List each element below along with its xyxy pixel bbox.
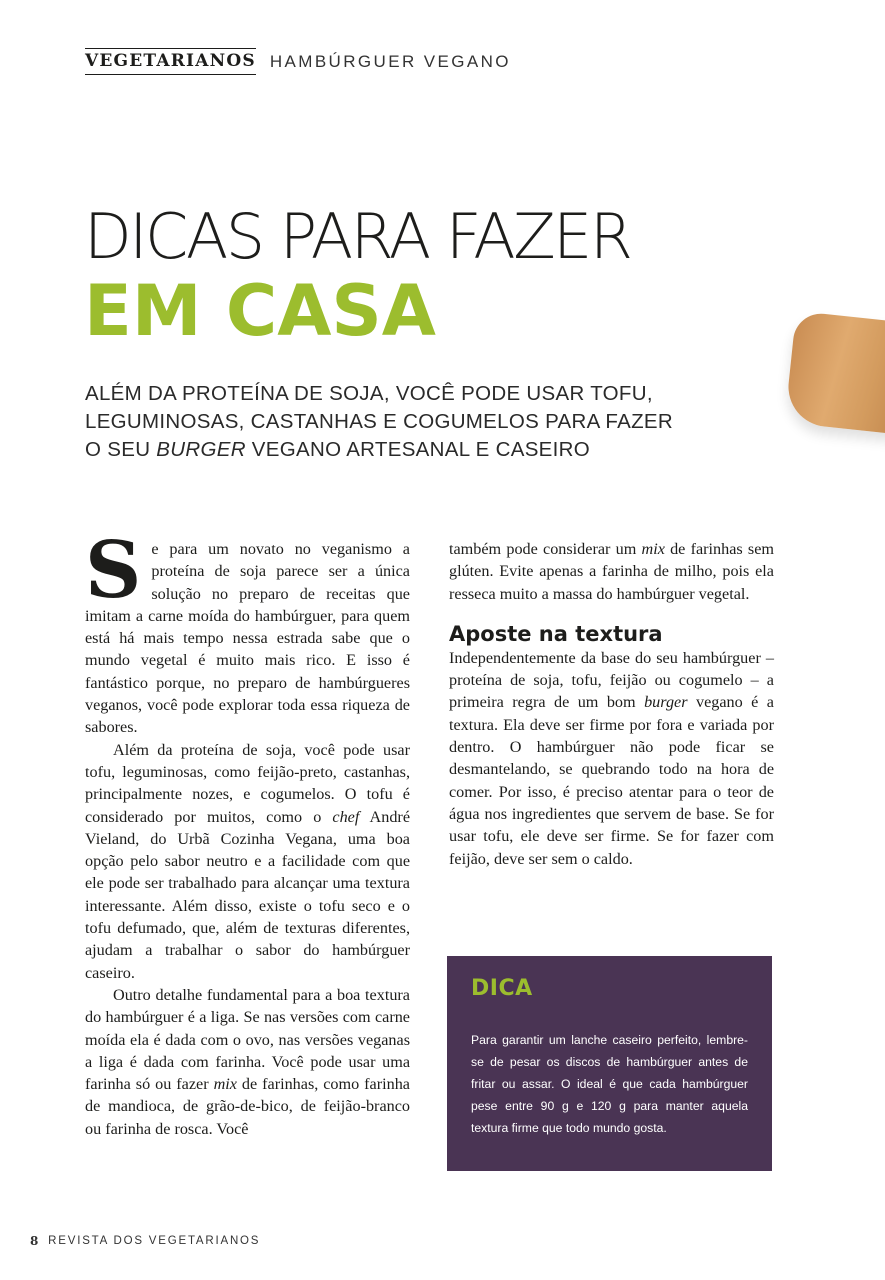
tip-text: Para garantir um lanche caseiro perfeito, lembre-se de pesar os discos de hambúrguer antes de fritar ou assar. O ideal é que cada hambúrguer pese entre 90 g e 120 g para manter aquela textura firme que todo mundo gosta. [471, 1033, 748, 1135]
subtitle-italic: BURGER [156, 438, 246, 461]
paragraph [85, 739, 410, 984]
page-number: 8 [30, 1234, 41, 1248]
page-footer [30, 1234, 260, 1248]
paragraph-text: de farinhas sem glúten. Evite apenas a farinha de milho, pois ela resseca muito a massa do hambúrguer vegetal. [449, 540, 774, 603]
paragraph-text: Independentemente da base do seu hambúrguer – proteína de soja, tofu, feijão ou cogumelo – a primeira regra de um bom [449, 648, 774, 712]
body-column-right [449, 538, 774, 870]
article-title-line2: EM CASA [84, 270, 436, 352]
italic-text: mix [213, 1075, 237, 1094]
paragraph [85, 984, 410, 1140]
article-title-line1: DICAS PARA FAZER [84, 200, 631, 273]
paragraph-text: vegano é a textura. Ela deve ser firme por fora e variada por dentro. O hambúrguer não pode ficar se desmantelando, se quebrando todo na hora de comer. Por isso, é preciso atentar para o teor de água nos ingredientes que servem de base. Se for usar tofu, ele deve ser firme. Se for fazer com feijão, deve ser sem o caldo. [449, 693, 774, 868]
tip-title: DICA [471, 976, 533, 1001]
section-name: VEGETARIANOS [85, 48, 256, 75]
section-topic: HAMBÚRGUER VEGANO [269, 51, 511, 71]
paragraph [449, 538, 774, 605]
paragraph-text: Outro detalhe fundamental para a boa textura do hambúrguer é a liga. Se nas versões com carne moída ela é dada com o ovo, nas versões veganas a liga é dada com farinha. Você pode usar uma farinha só ou fazer [85, 985, 410, 1094]
cutting-board-image [785, 311, 885, 437]
paragraph-text: André Vieland, do Urbã Cozinha Vegana, uma boa opção pelo sabor neutro e a facilidade com que ele pode ser trabalhado para alcançar uma textura interessante. Além disso, existe o tofu seco e o tofu defumado, que, além de texturas diferentes, ajudam a trabalhar o sabor do hambúrguer caseiro. [85, 807, 411, 982]
paragraph [85, 525, 410, 739]
paragraph-text: e para um novato no veganismo a proteína de soja parece ser a única solução no preparo de receitas que imitam a carne moída do hambúrguer, para quem está há mais tempo nessa estrada sabe que o mundo vegetal é muito mais rico. E isso é fantástico porque, no preparo de hambúrgueres veganos, você pode explorar toda essa riqueza de sabores. [85, 540, 410, 737]
italic-text: mix [641, 540, 665, 558]
body-column-left [85, 525, 411, 1140]
subtitle-line: ALÉM DA PROTEÍNA DE SOJA, VOCÊ PODE USAR TOFU, [85, 382, 653, 405]
subtitle-text: O SEU [85, 438, 157, 461]
paragraph-text: também pode considerar um [449, 540, 642, 558]
paragraph-text: de farinhas, como farinha de mandioca, de grão-de-bico, de feijão-branco ou farinha de rosca. Você [85, 1075, 410, 1138]
subtitle-line [85, 436, 745, 464]
paragraph-text: Além da proteína de soja, você pode usar tofu, leguminosas, como feijão-preto, castanhas, principalmente nozes, e cogumelos. O tofu é considerado por muitos, como o [85, 740, 410, 826]
paragraph [449, 647, 774, 870]
italic-text: chef [332, 807, 360, 826]
section-subheading: Aposte na textura [449, 621, 663, 646]
drop-cap: S [85, 525, 142, 616]
magazine-name: REVISTA DOS VEGETARIANOS [48, 1235, 261, 1247]
section-header [85, 48, 511, 75]
article-subtitle [85, 380, 745, 464]
italic-text: burger [644, 693, 688, 712]
subtitle-text: VEGANO ARTESANAL E CASEIRO [245, 438, 590, 461]
subtitle-line: LEGUMINOSAS, CASTANHAS E COGUMELOS PARA FAZER [85, 410, 673, 433]
tip-box [447, 956, 772, 1171]
